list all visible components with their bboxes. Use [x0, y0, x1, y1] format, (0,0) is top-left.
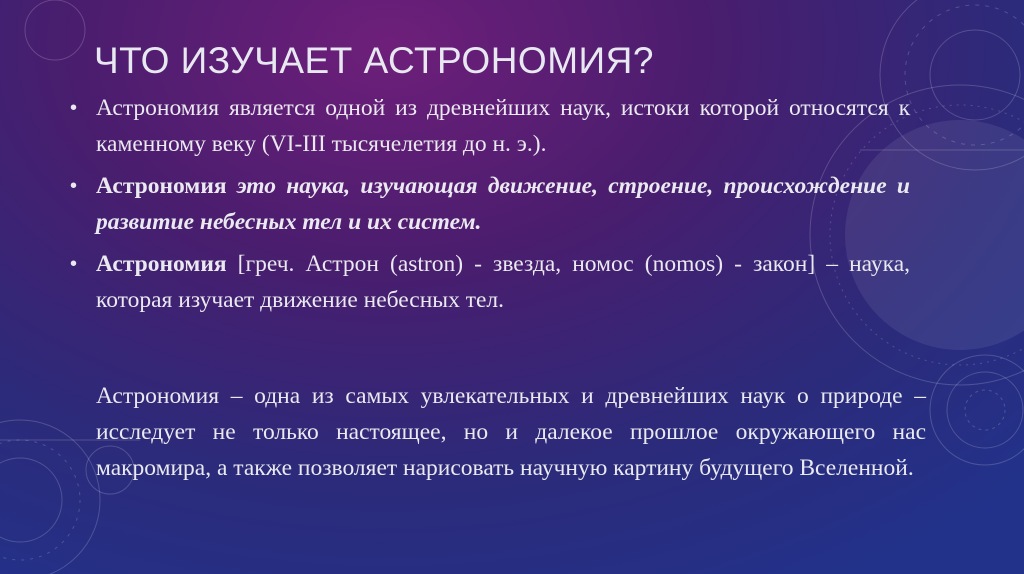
bullet-item-etymology [70, 246, 910, 318]
bullet-definition: это наука, изучающая движение, строение, происхождение и развитие небесных тел и их систем. [96, 173, 910, 235]
summary-paragraph: Астрономия – одна из самых увлекательных и древнейших наук о природе – исследует не только настоящее, но и далекое прошлое окружающего нас макромира, а также позволяет нарисовать научную картину будущего Вселенной. [96, 383, 926, 481]
bullet-marker: • [70, 97, 78, 119]
bullet-item-history [70, 90, 910, 162]
bullet-list [70, 90, 910, 324]
bullet-item-definition [70, 168, 910, 240]
bullet-text: Астрономия является одной из древнейших наук, истоки которой относятся к каменному веку (VI-III тысячелетия до н. э.). [96, 95, 910, 157]
bullet-term: Астрономия [96, 251, 227, 277]
bullet-term: Астрономия [96, 173, 227, 199]
slide-title: ЧТО ИЗУЧАЕТ АСТРОНОМИЯ? [94, 40, 654, 81]
bullet-marker: • [70, 175, 78, 197]
bullet-marker: • [70, 253, 78, 275]
bullet-etymology: [греч. Астрон (astron) - звезда, номос (nomos) - закон] – наука, которая изучает движение небесных тел. [96, 251, 910, 313]
